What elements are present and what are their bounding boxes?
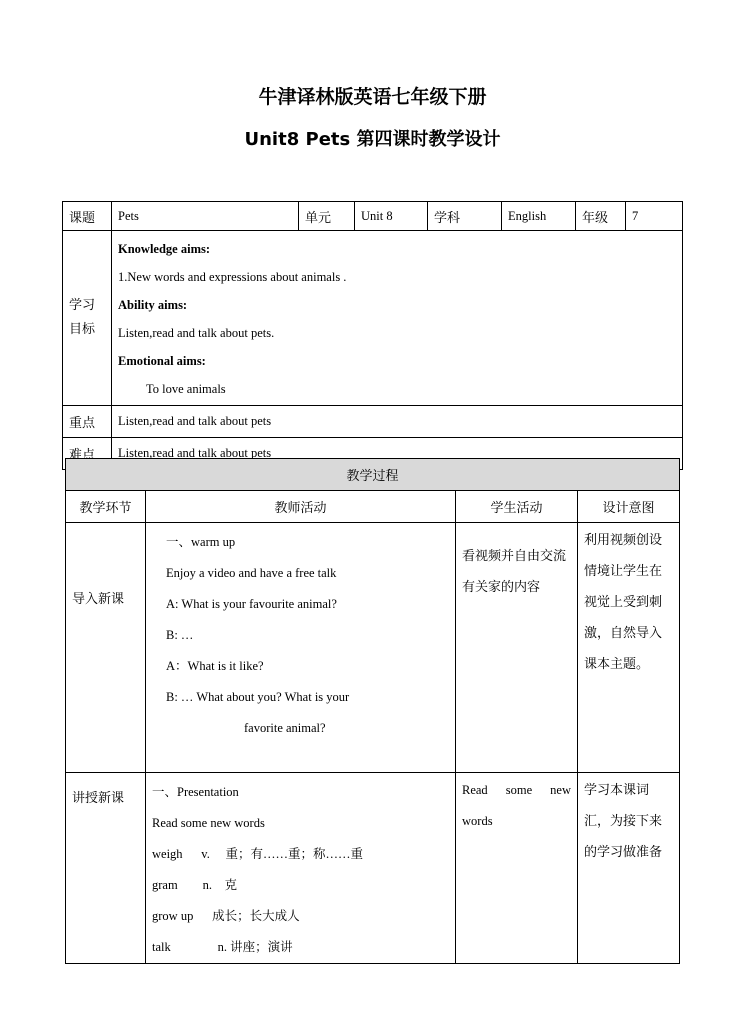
knowledge-heading: Knowledge aims: [118,242,211,256]
teacher-line: weigh v. 重；有……重；称……重 [152,847,363,861]
knowledge-text: 1.New words and expressions about animals . [118,270,347,284]
teacher-line: 一、warm up [166,535,236,549]
design-intent-intro: 利用视频创设情境让学生在视觉上受到刺激，自然导入课本主题。 [578,523,680,773]
student-activity-intro: 看视频并自由交流有关家的内容 [456,523,578,773]
teacher-line: Enjoy a video and have a free talk [166,566,337,580]
topic-value: Pets [112,202,299,231]
teacher-line: favorite animal? [244,721,326,735]
grade-value: 7 [626,202,683,231]
aims-label [63,231,112,406]
subject-value: English [502,202,576,231]
col-teacher: 教师活动 [146,491,456,523]
process-header: 教学过程 [66,459,680,491]
emotional-text: To love animals [146,382,226,396]
key-label: 重点 [63,406,112,438]
teacher-line: 一、Presentation [152,785,239,799]
col-stage: 教学环节 [66,491,146,523]
stage-new-lesson: 讲授新课 [66,773,146,964]
emotional-heading: Emotional aims: [118,354,206,368]
teacher-activity-intro [146,523,456,773]
stage-intro: 导入新课 [66,523,146,773]
difficult-label: 难点 [63,438,112,470]
document-title: 牛津译林版英语七年级下册 [258,86,487,108]
subject-label: 学科 [428,202,502,231]
document-subtitle: Unit8 Pets 第四课时教学设计 [244,129,501,150]
design-intent-new-lesson: 学习本课词汇，为接下来的学习做准备 [578,773,680,964]
teacher-line: B: … What about you? What is your [166,690,350,704]
teacher-line: grow up 成长；长大成人 [152,909,300,923]
unit-value: Unit 8 [355,202,428,231]
teacher-line: B: … [166,628,194,642]
ability-text: Listen,read and talk about pets. [118,326,275,340]
student-activity-new-lesson: Read some new words [456,773,578,964]
col-student: 学生活动 [456,491,578,523]
teacher-line: A: What is your favourite animal? [166,597,337,611]
topic-label: 课题 [63,202,112,231]
grade-label: 年级 [576,202,626,231]
aims-content [112,231,683,406]
info-table [62,201,683,470]
ability-heading: Ability aims: [118,298,188,312]
process-table [65,458,680,964]
difficult-text: Listen,read and talk about pets [112,438,683,470]
key-text: Listen,read and talk about pets [112,406,683,438]
teacher-line: talk n. 讲座；演讲 [152,940,293,954]
teacher-line: gram n. 克 [152,878,238,892]
unit-label: 单元 [299,202,355,231]
aims-label-line2: 目标 [69,322,96,337]
teacher-activity-new-lesson [146,773,456,964]
teacher-line: A：What is it like? [166,659,264,673]
col-design: 设计意图 [578,491,680,523]
teacher-line: Read some new words [152,816,265,830]
aims-label-line1: 学习 [69,298,96,313]
